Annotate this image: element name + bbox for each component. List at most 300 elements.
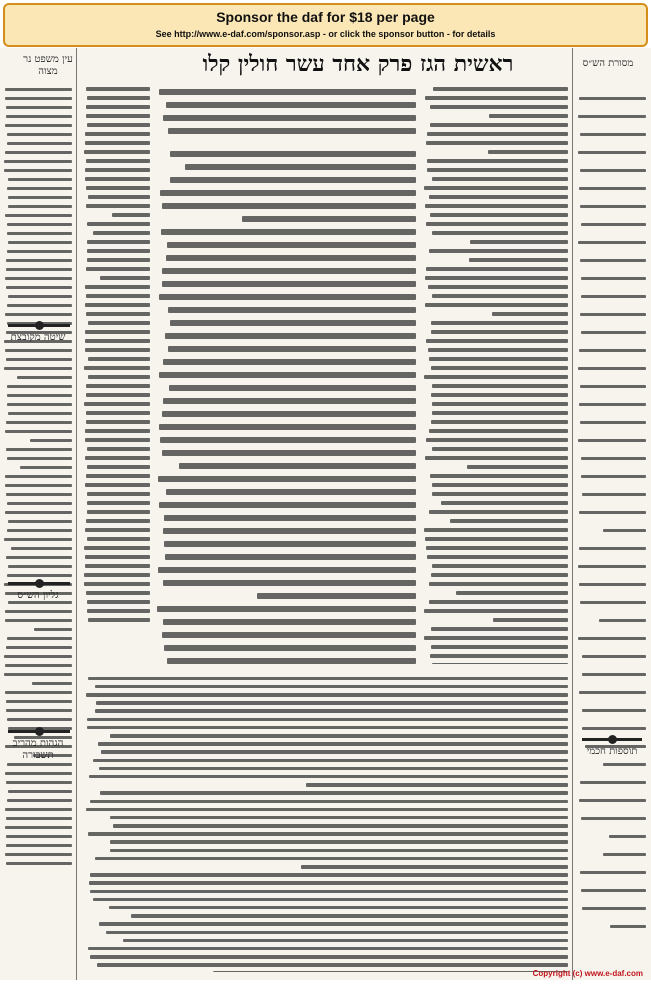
scanned-text-line xyxy=(7,457,72,461)
scanned-text-line xyxy=(213,971,568,972)
scanned-text-line xyxy=(101,750,568,754)
scanned-text-line xyxy=(7,637,72,641)
bottom-commentary xyxy=(84,672,568,972)
scanned-text-line xyxy=(168,307,416,313)
scanned-text-line xyxy=(165,333,416,339)
scanned-text-line xyxy=(441,501,568,505)
scanned-text-line xyxy=(580,169,646,172)
scanned-text-line xyxy=(90,890,568,894)
scanned-text-line xyxy=(426,267,568,271)
scanned-text-line xyxy=(580,205,646,208)
scanned-text-line xyxy=(97,963,568,967)
scanned-text-line xyxy=(5,97,72,101)
scanned-text-line xyxy=(581,277,646,280)
scanned-text-line xyxy=(7,142,72,146)
scanned-text-line xyxy=(8,241,72,245)
scanned-text-line xyxy=(169,385,416,391)
scanned-text-line xyxy=(85,528,150,532)
scanned-text-line xyxy=(6,835,72,839)
scanned-text-line xyxy=(432,402,568,406)
scanned-text-line xyxy=(8,790,72,794)
scanned-text-line xyxy=(87,465,150,469)
scanned-text-line xyxy=(6,268,72,272)
scanned-text-line xyxy=(100,791,568,795)
scanned-text-line xyxy=(6,781,72,785)
section-divider xyxy=(8,582,70,585)
scanned-text-line xyxy=(610,925,646,928)
scanned-text-line xyxy=(86,591,150,595)
scanned-text-line xyxy=(6,259,72,263)
scanned-text-line xyxy=(4,160,72,164)
scanned-text-line xyxy=(113,824,568,828)
scanned-text-line xyxy=(162,203,416,209)
scanned-text-line xyxy=(88,321,150,325)
scanned-text-line xyxy=(98,742,568,746)
scanned-text-line xyxy=(5,610,72,614)
scanned-text-line xyxy=(162,268,416,274)
scanned-text-line xyxy=(429,582,568,586)
scanned-text-line xyxy=(7,250,72,254)
scanned-text-line xyxy=(87,123,150,127)
scanned-text-line xyxy=(5,313,72,317)
scanned-text-line xyxy=(112,213,150,217)
scanned-text-line xyxy=(427,168,568,172)
scanned-text-line xyxy=(467,465,568,469)
scanned-text-line xyxy=(424,528,568,532)
scanned-text-line xyxy=(429,429,568,433)
scanned-text-line xyxy=(30,439,72,443)
scanned-text-line xyxy=(170,151,416,157)
scanned-text-line xyxy=(7,799,72,803)
scanned-text-line xyxy=(432,294,568,298)
scanned-text-line xyxy=(163,398,416,404)
scanned-text-line xyxy=(426,546,568,550)
scanned-text-line xyxy=(580,259,646,262)
scanned-text-line xyxy=(5,151,72,155)
scanned-text-line xyxy=(87,492,150,496)
scanned-text-line xyxy=(88,618,150,622)
scanned-text-line xyxy=(5,691,72,695)
scanned-text-line xyxy=(85,285,150,289)
scanned-text-line xyxy=(7,304,72,308)
scanned-text-line xyxy=(6,646,72,650)
scanned-text-line xyxy=(242,216,416,222)
scanned-text-line xyxy=(431,627,568,631)
scanned-text-line xyxy=(162,281,416,287)
scanned-text-line xyxy=(100,276,150,280)
scanned-text-line xyxy=(431,645,568,649)
scanned-text-line xyxy=(34,628,72,632)
scanned-text-line xyxy=(85,132,150,136)
scanned-text-line xyxy=(578,637,646,640)
scanned-text-line xyxy=(162,411,416,417)
scanned-text-line xyxy=(89,881,568,885)
scanned-text-line xyxy=(429,510,568,514)
scanned-text-line xyxy=(163,528,416,534)
scanned-text-line xyxy=(163,115,416,121)
scanned-text-line xyxy=(85,177,150,181)
scanned-text-line xyxy=(8,196,72,200)
scanned-text-line xyxy=(432,231,568,235)
scanned-text-line xyxy=(429,600,568,604)
scanned-text-line xyxy=(430,213,568,217)
scanned-text-line xyxy=(489,114,568,118)
scanned-text-line xyxy=(580,781,646,784)
scanned-text-line xyxy=(166,102,416,108)
scanned-text-line xyxy=(86,384,150,388)
scanned-text-line xyxy=(90,955,568,959)
scanned-text-line xyxy=(17,376,72,380)
scanned-text-line xyxy=(5,277,72,281)
scanned-text-line xyxy=(87,537,150,541)
scanned-text-line xyxy=(86,411,150,415)
scanned-text-line xyxy=(110,840,568,844)
scanned-text-line xyxy=(581,295,646,298)
scanned-text-line xyxy=(86,114,150,118)
scanned-text-line xyxy=(579,691,646,694)
scanned-text-line xyxy=(432,384,568,388)
scanned-text-line xyxy=(168,346,416,352)
scanned-text-line xyxy=(86,420,150,424)
scanned-text-line xyxy=(85,348,150,352)
scanned-text-line xyxy=(603,853,646,856)
scanned-text-line xyxy=(581,817,646,820)
scanned-text-line xyxy=(163,619,416,625)
scanned-text-line xyxy=(185,164,416,170)
scanned-text-line xyxy=(582,709,646,712)
scanned-text-line xyxy=(99,767,568,771)
scanned-text-line xyxy=(87,447,150,451)
scanned-text-line xyxy=(5,475,72,479)
scanned-text-line xyxy=(431,330,568,334)
scanned-text-line xyxy=(582,673,646,676)
scanned-text-line xyxy=(159,372,416,378)
scanned-text-line xyxy=(87,510,150,514)
scanned-text-line xyxy=(6,286,72,290)
column-rule xyxy=(76,48,77,980)
scanned-text-line xyxy=(20,466,72,470)
sponsor-banner[interactable] xyxy=(3,3,648,47)
scanned-text-line xyxy=(6,421,72,425)
scanned-text-line xyxy=(110,849,568,853)
scanned-text-line xyxy=(599,619,646,622)
scanned-text-line xyxy=(8,412,72,416)
scanned-text-line xyxy=(432,177,568,181)
column-rule xyxy=(572,48,573,980)
scanned-text-line xyxy=(88,375,150,379)
scanned-text-line xyxy=(492,312,568,316)
scanned-text-line xyxy=(96,701,568,705)
scanned-text-line xyxy=(430,474,568,478)
scanned-text-line xyxy=(7,529,72,533)
scanned-text-line xyxy=(87,96,150,100)
scanned-text-line xyxy=(469,258,568,262)
scanned-text-line xyxy=(84,573,150,577)
scanned-text-line xyxy=(578,439,646,442)
gemara-text xyxy=(156,144,416,664)
scanned-text-line xyxy=(580,421,646,424)
scanned-text-line xyxy=(86,105,150,109)
scanned-text-line xyxy=(93,231,150,235)
scanned-text-line xyxy=(493,618,568,622)
scanned-text-line xyxy=(90,800,568,804)
scanned-text-line xyxy=(167,242,416,248)
scanned-text-line xyxy=(6,556,72,560)
scanned-text-line xyxy=(5,511,72,515)
scanned-text-line xyxy=(426,222,568,226)
scanned-text-line xyxy=(5,826,72,830)
scanned-text-line xyxy=(582,907,646,910)
scanned-text-line xyxy=(581,889,646,892)
scanned-text-line xyxy=(6,493,72,497)
scanned-text-line xyxy=(87,501,150,505)
scanned-text-line xyxy=(87,726,568,730)
scanned-text-line xyxy=(7,187,72,191)
scanned-text-line xyxy=(428,348,568,352)
ein-mishpat-heading: עין משפט נר מצוה xyxy=(23,54,73,77)
scanned-text-line xyxy=(578,565,646,568)
scanned-text-line xyxy=(85,168,150,172)
scanned-text-line xyxy=(581,475,646,478)
scanned-text-line xyxy=(7,385,72,389)
scanned-text-line xyxy=(579,583,646,586)
scanned-text-line xyxy=(427,159,568,163)
scanned-text-line xyxy=(6,844,72,848)
scanned-text-line xyxy=(8,205,72,209)
scanned-text-line xyxy=(87,609,150,613)
scanned-text-line xyxy=(163,359,416,365)
scanned-text-line xyxy=(432,483,568,487)
scanned-text-line xyxy=(86,204,150,208)
scanned-text-line xyxy=(109,906,568,910)
scanned-text-line xyxy=(425,456,568,460)
section-divider xyxy=(8,730,70,733)
scanned-text-line xyxy=(95,685,568,689)
sponsor-title[interactable]: Sponsor the daf for $18 per page xyxy=(216,9,435,25)
scanned-text-line xyxy=(168,128,416,134)
scanned-text-line xyxy=(450,519,568,523)
scanned-text-line xyxy=(85,141,150,145)
scanned-text-line xyxy=(7,232,72,236)
scanned-text-line xyxy=(432,411,568,415)
tosafot-chachmei-label: תוספות חכמי xyxy=(586,746,638,757)
scanned-text-line xyxy=(85,339,150,343)
page-heading: ראשית הגז פרק אחד עשר חולין קלו xyxy=(202,51,514,77)
scanned-text-line xyxy=(159,502,416,508)
scanned-text-line xyxy=(581,223,646,226)
scanned-text-line xyxy=(86,808,568,812)
scanned-text-line xyxy=(85,303,150,307)
scanned-text-line xyxy=(157,606,416,612)
scanned-text-line xyxy=(603,763,646,766)
scanned-text-line xyxy=(162,632,416,638)
scanned-text-line xyxy=(6,448,72,452)
scanned-text-line xyxy=(5,124,72,128)
scanned-text-line xyxy=(4,538,72,542)
scanned-text-line xyxy=(95,709,568,713)
scanned-text-line xyxy=(4,673,72,677)
scanned-text-line xyxy=(87,240,150,244)
scanned-text-line xyxy=(5,808,72,812)
scanned-text-line xyxy=(431,420,568,424)
scanned-text-line xyxy=(164,515,416,521)
copyright-notice: Copyright (c) www.e-daf.com xyxy=(532,969,643,978)
scanned-text-line xyxy=(86,312,150,316)
scanned-text-line xyxy=(424,186,568,190)
scanned-text-line xyxy=(426,438,568,442)
scanned-text-line xyxy=(84,150,150,154)
scanned-text-line xyxy=(579,403,646,406)
scanned-text-line xyxy=(85,330,150,334)
scanned-text-line xyxy=(427,555,568,559)
scanned-text-line xyxy=(5,664,72,668)
talmud-page-scan xyxy=(0,48,651,980)
scanned-text-line xyxy=(163,580,416,586)
scanned-text-line xyxy=(88,832,568,836)
scanned-text-line xyxy=(579,799,646,802)
scanned-text-line xyxy=(5,349,72,353)
scanned-text-line xyxy=(306,783,568,787)
scanned-text-line xyxy=(5,619,72,623)
gemara-opening-lines xyxy=(156,82,416,138)
scanned-text-line xyxy=(7,502,72,506)
scanned-text-line xyxy=(578,241,646,244)
scanned-text-line xyxy=(85,564,150,568)
scanned-text-line xyxy=(167,658,416,664)
scanned-text-line xyxy=(84,366,150,370)
scanned-text-line xyxy=(110,734,568,738)
scanned-text-line xyxy=(428,285,568,289)
scanned-text-line xyxy=(6,709,72,713)
scanned-text-line xyxy=(603,529,646,532)
scanned-text-line xyxy=(89,775,568,779)
scanned-text-line xyxy=(93,759,568,763)
scanned-text-line xyxy=(257,593,416,599)
scanned-text-line xyxy=(86,393,150,397)
scanned-text-line xyxy=(5,214,72,218)
scanned-text-line xyxy=(84,582,150,586)
scanned-text-line xyxy=(424,609,568,613)
scanned-text-line xyxy=(164,645,416,651)
scanned-text-line xyxy=(432,564,568,568)
scanned-text-line xyxy=(86,159,150,163)
scanned-text-line xyxy=(8,565,72,569)
section-divider xyxy=(8,324,70,327)
scanned-text-line xyxy=(579,349,646,352)
scanned-text-line xyxy=(425,303,568,307)
scanned-text-line xyxy=(7,718,72,722)
scanned-text-line xyxy=(87,718,568,722)
scanned-text-line xyxy=(86,87,150,91)
scanned-text-line xyxy=(158,567,416,573)
scanned-text-line xyxy=(580,313,646,316)
scanned-text-line xyxy=(84,402,150,406)
scanned-text-line xyxy=(99,922,568,926)
scanned-text-line xyxy=(87,258,150,262)
scanned-text-line xyxy=(5,88,72,92)
scanned-text-line xyxy=(110,816,568,820)
scanned-text-line xyxy=(166,255,416,261)
scanned-text-line xyxy=(5,772,72,776)
scanned-text-line xyxy=(106,931,568,935)
scanned-text-line xyxy=(470,240,568,244)
scanned-text-line xyxy=(161,229,416,235)
scanned-text-line xyxy=(7,763,72,767)
scanned-text-line xyxy=(424,375,568,379)
scanned-text-line xyxy=(123,939,568,943)
scanned-text-line xyxy=(85,438,150,442)
scanned-text-line xyxy=(170,177,416,183)
scanned-text-line xyxy=(160,190,416,196)
gilyon-hashas-label: גליון הש״ס xyxy=(17,590,59,601)
scanned-text-line xyxy=(609,835,646,838)
scanned-text-line xyxy=(582,727,646,730)
sponsor-details[interactable]: See http://www.e-daf.com/sponsor.asp - or click the sponsor button - for details xyxy=(155,29,496,39)
scanned-text-line xyxy=(159,89,416,95)
scanned-text-line xyxy=(131,914,568,918)
right-margin-column xyxy=(578,82,646,962)
scanned-text-line xyxy=(5,484,72,488)
scanned-text-line xyxy=(166,489,416,495)
scanned-text-line xyxy=(158,476,416,482)
scanned-text-line xyxy=(6,700,72,704)
scanned-text-line xyxy=(579,511,646,514)
scanned-text-line xyxy=(159,294,416,300)
scanned-text-line xyxy=(578,151,646,154)
scanned-text-line xyxy=(427,132,568,136)
scanned-text-line xyxy=(85,456,150,460)
scanned-text-line xyxy=(7,403,72,407)
scanned-text-line xyxy=(164,541,416,547)
scanned-text-line xyxy=(456,591,568,595)
scanned-text-line xyxy=(95,857,568,861)
scanned-text-line xyxy=(7,394,72,398)
tosafot-commentary xyxy=(424,82,568,664)
scanned-text-line xyxy=(430,105,568,109)
scanned-text-line xyxy=(93,898,568,902)
scanned-text-line xyxy=(179,463,416,469)
scanned-text-line xyxy=(5,430,72,434)
scanned-text-line xyxy=(4,169,72,173)
scanned-text-line xyxy=(88,947,568,951)
scanned-text-line xyxy=(579,187,646,190)
scanned-text-line xyxy=(426,339,568,343)
scanned-text-line xyxy=(432,492,568,496)
scanned-text-line xyxy=(488,150,568,154)
scanned-text-line xyxy=(11,547,72,551)
scanned-text-line xyxy=(85,429,150,433)
scanned-text-line xyxy=(581,457,646,460)
scanned-text-line xyxy=(579,547,646,550)
scanned-text-line xyxy=(431,321,568,325)
scanned-text-line xyxy=(87,600,150,604)
scanned-text-line xyxy=(581,331,646,334)
scanned-text-line xyxy=(579,97,646,100)
scanned-text-line xyxy=(6,358,72,362)
scanned-text-line xyxy=(425,96,568,100)
scanned-text-line xyxy=(87,222,150,226)
scanned-text-line xyxy=(162,450,416,456)
scanned-text-line xyxy=(432,447,568,451)
scanned-text-line xyxy=(85,483,150,487)
scanned-text-line xyxy=(580,133,646,136)
scanned-text-line xyxy=(86,186,150,190)
scanned-text-line xyxy=(580,385,646,388)
scanned-text-line xyxy=(84,546,150,550)
scanned-text-line xyxy=(425,537,568,541)
scanned-text-line xyxy=(90,873,568,877)
scanned-text-line xyxy=(431,393,568,397)
